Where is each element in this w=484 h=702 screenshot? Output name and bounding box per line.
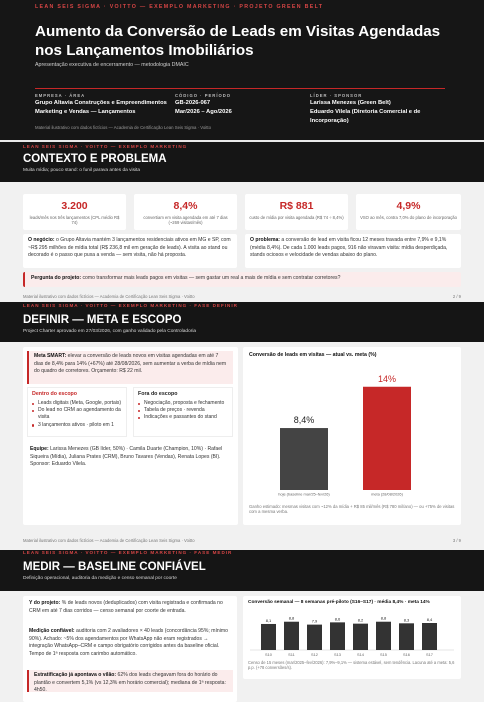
- chart-bar: [280, 428, 328, 490]
- cover-col-line: Mar/2026 – Ago/2026: [175, 109, 232, 115]
- section-kicker: LEAN SEIS SIGMA · VOITTO — EXEMPLO MARKETING · FASE MEDIR: [23, 550, 233, 555]
- chart-category-label: S15: [380, 652, 387, 657]
- out-scope-list: [138, 400, 228, 422]
- chart-value-label: 7,9: [311, 618, 318, 624]
- list-item: Indicações e passantes do stand: [138, 414, 228, 421]
- list-item: 3 lançamentos ativos · piloto em 1: [32, 422, 122, 429]
- chart-value-label: 8,8: [380, 615, 387, 621]
- kpi-card: [245, 194, 348, 230]
- problema-card: [245, 234, 461, 268]
- chart-category-label: S16: [403, 652, 410, 657]
- cover-col-line: GB-2026-067: [175, 100, 211, 106]
- section-subtitle: Definição operacional, auditoria da medição e censo semanal por coorte: [23, 576, 177, 581]
- kpi-value: R$ 881: [279, 200, 314, 212]
- estratificacao-label: Estratificação já apontava o vilão:: [34, 672, 117, 678]
- medicao-box: [25, 626, 235, 660]
- chart-bar: [353, 624, 368, 650]
- chart-bar: [261, 624, 276, 650]
- weekly-chart-panel: [243, 596, 461, 679]
- meta-label: Meta SMART:: [34, 353, 67, 359]
- slide-footer: [23, 538, 461, 543]
- list-item: Tabela de preços · revenda: [138, 407, 228, 414]
- out-scope-box: [133, 387, 233, 437]
- chart-value-label: 8,4%: [293, 415, 315, 426]
- chart-bar: [376, 622, 391, 650]
- equipe-text: Larissa Menezes (GB líder, 50%) · Camila Duarte (Champion, 10%) · Rafael Siqueira (Mídia), Juliana Prates (CRM), Bruno Tavares (Vendas), Renata Lopes (BI). Sponsor: Eduardo Vilela.: [30, 446, 223, 468]
- chart-title: Conversão de leads em visitas — atual vs. meta (%): [249, 352, 377, 358]
- estratificacao-text: 62% dos leads chegavam fora do horário do plantão e convertem 5,1% (vs 12,3% em horário comercial); mediana de 1ª resposta: 4h50.: [34, 672, 226, 694]
- list-item: Leads digitais (Meta, Google, portais): [32, 400, 122, 407]
- chart-category-label: S12: [311, 652, 318, 657]
- in-scope-title: Dentro do escopo: [32, 391, 78, 397]
- cover-title: Aumento da Conversão de Leads em Visitas Agendadas nos Lançamentos Imobiliários: [35, 23, 441, 59]
- cover-col-label: LÍDER · SPONSOR: [310, 93, 363, 98]
- problema-label: O problema:: [250, 237, 281, 243]
- cover-col-empresa: [35, 93, 175, 126]
- section-title: MEDIR — BASELINE CONFIÁVEL: [23, 561, 206, 573]
- y-box: [25, 598, 235, 617]
- cover-col-codigo: [175, 93, 310, 126]
- chart-note: Censo de 15 meses (mar/2025–fev/2026): 7,9%–9,1% — sistema estável, sem tendência. Lacuna até a meta: 5,6 p.p. (+78 conversões/s).: [248, 660, 455, 671]
- chart-category-label: S14: [357, 652, 364, 657]
- contexto-body: [0, 182, 484, 302]
- chart-value-label: 8,3: [403, 617, 410, 623]
- kpi-card: [23, 194, 126, 230]
- equipe-label: Equipe:: [30, 446, 49, 452]
- medir-body: [0, 591, 484, 702]
- chart-category-label: S17: [426, 652, 433, 657]
- kpi-value: 3.200: [61, 200, 88, 212]
- meta-text: elevar a conversão de leads novos em visitas agendadas em até 7 dias de 8,4% para 14% (+67%) até 28/08/2026, sem aumentar a verba de mídia nem do quadro de corretores. Orçamento: R$ 22 mil.: [34, 353, 227, 375]
- negocio-label: O negócio:: [28, 237, 55, 243]
- chart-category-label: meta (28/08/2026): [371, 491, 403, 497]
- pergunta-card: [23, 272, 461, 287]
- cover-slide: [0, 0, 484, 140]
- cover-kicker: LEAN SEIS SIGMA · VOITTO — EXEMPLO MARKETING · PROJETO GREEN BELT: [35, 4, 324, 10]
- out-scope-title: Fora do escopo: [138, 391, 178, 397]
- kpi-desc: VSO ao mês, contra 7,0% do plano de incorporação: [360, 215, 457, 220]
- cover-col-label: EMPRESA · ÁREA: [35, 93, 86, 98]
- cover-col-line: Eduardo Vilela (Diretoria Comercial e de Incorporação): [310, 109, 421, 124]
- y-text: % de leads novos (deduplicados) com visita registrada e confirmada no CRM em até 7 dias corridos — censo semanal por coorte de entrada.: [29, 600, 223, 614]
- kpi-desc: convertiam em visita agendada em até 7 dias (~269 visitas/mês): [143, 215, 228, 226]
- chart-bar: [363, 387, 411, 490]
- chart-category-label: S13: [334, 652, 341, 657]
- medir-header: [0, 550, 484, 591]
- equipe-box: [27, 444, 233, 471]
- chart-value-label: 8,1: [265, 617, 272, 623]
- section-title: CONTEXTO E PROBLEMA: [23, 153, 167, 165]
- section-subtitle: Muita mídia; pouco stand: o funil parava antes da visita: [23, 168, 141, 173]
- chart-category-label: hoje (baseline mar/25–fev/26): [278, 491, 330, 497]
- chart-category-label: S11: [288, 652, 295, 657]
- list-item: Do lead no CRM ao agendamento da visita: [32, 407, 122, 421]
- chart-value-label: 14%: [377, 373, 397, 384]
- section-kicker: LEAN SEIS SIGMA · VOITTO — EXEMPLO MARKETING · FASE DEFINIR: [23, 303, 238, 308]
- pergunta-label: Pergunta do projeto:: [31, 275, 82, 281]
- chart-bar: [307, 625, 322, 650]
- chart-value-label: 8,6: [334, 616, 341, 622]
- cover-divider: [35, 88, 445, 89]
- cover-col-lider: [310, 93, 445, 126]
- in-scope-list: [32, 400, 122, 429]
- contexto-header: [0, 142, 484, 182]
- definir-body: [0, 342, 484, 550]
- chart-note: Ganho estimado: mesmas visitas com ~12% da mídia + R$ 85 mil/mês (R$ 780 mil/ano) — ou +75% de visitas com a mesma verba.: [249, 504, 455, 515]
- meta-bar-chart: [249, 360, 455, 510]
- negocio-card: [23, 234, 237, 268]
- chart-title: Conversão semanal — 8 semanas pré-piloto (S16–S17) · média 8,4% · meta 14%: [248, 600, 430, 605]
- definir-header: [0, 302, 484, 342]
- chart-bar: [330, 622, 345, 650]
- medicao-text: auditoria com 2 avaliadores × 40 leads (concordância 95%; mínimo 90%). Achado: ~5% dos agendamentos por WhatsApp não eram registrados → integração WhatsApp–CRM e campo obrigatório corrigidos antes da baseline oficial. Tempo de 1ª resposta com carimbo automático.: [29, 628, 228, 657]
- y-label: Y do projeto:: [29, 600, 61, 606]
- chart-value-label: 8,2: [357, 617, 364, 623]
- page-number: 3 / 9: [452, 538, 461, 543]
- kpi-desc: leads/mês nos três lançamentos (CPL médio R$ 74): [29, 215, 120, 226]
- in-scope-box: [27, 387, 127, 437]
- page-number: 2 / 9: [452, 294, 461, 299]
- chart-bar: [422, 623, 437, 650]
- kpi-card: [134, 194, 237, 230]
- cover-note: Material ilustrativo com dados fictícios — Academia de Certificação Lean Seis Sigma · Voitto: [35, 125, 212, 130]
- section-subtitle: Project Charter aprovado em 27/03/2026, com ganho validado pela Controladoria: [23, 329, 197, 334]
- kpi-card: [356, 194, 461, 230]
- kpi-value: 8,4%: [173, 200, 198, 212]
- kpi-desc: custo de mídia por visita agendada (R$ 74 ÷ 8,4%): [249, 215, 344, 220]
- cover-col-line: Marketing e Vendas — Lançamentos: [35, 109, 136, 115]
- footer-note: Material ilustrativo com dados fictícios — Academia de Certificação Lean Seis Sigma · Voitto: [23, 538, 195, 543]
- cover-info: [35, 93, 445, 126]
- chart-bar: [284, 622, 299, 650]
- cover-col-line: Grupo Altavia Construções e Empreendimentos: [35, 100, 167, 106]
- cover-col-label: CÓDIGO · PERÍODO: [175, 93, 232, 98]
- chart-category-label: S10: [265, 652, 272, 657]
- negocio-text: o Grupo Altavia mantém 3 lançamentos residenciais ativos em MG e SP, com ~R$ 295 milhões de mídia total (R$ 236,8 mil em geração de leads). A visita ao stand ou decorado é o passo que puxa a venda — sem visita, não há proposta.: [28, 237, 231, 259]
- meta-smart-box: [27, 351, 233, 384]
- chart-value-label: 8,8: [288, 615, 295, 621]
- cover-subtitle: Apresentação executiva de encerramento — metodologia DMAIC: [35, 62, 189, 68]
- kpi-value: 4,9%: [396, 200, 421, 212]
- cover-col-line: Larissa Menezes (Green Belt): [310, 100, 391, 106]
- section-title: DEFINIR — META E ESCOPO: [23, 314, 182, 326]
- estratificacao-box: [27, 670, 233, 692]
- pergunta-text: como transformar mais leads pagos em visitas — sem gastar um real a mais de mídia e sem contratar corretores?: [81, 275, 341, 281]
- list-item: Negociação, proposta e fechamento: [138, 400, 228, 407]
- chart-value-label: 8,4: [426, 617, 433, 622]
- slide-footer: [23, 294, 461, 299]
- section-kicker: LEAN SEIS SIGMA · VOITTO — EXEMPLO MARKETING: [23, 144, 188, 149]
- problema-text: a conversão de lead em visita ficou 12 meses travada entre 7,9% e 9,1% (média 8,4%). De cada 1.000 leads pagos, 916 não viravam visita: mídia desperdiçada, stands ociosos e velocidade de vendas abaixo do plano.: [250, 237, 448, 259]
- medicao-label: Medição confiável:: [29, 628, 75, 634]
- weekly-bar-chart: [248, 606, 456, 660]
- meta-chart-panel: [243, 347, 461, 525]
- footer-note: Material ilustrativo com dados fictícios — Academia de Certificação Lean Seis Sigma · Voitto: [23, 294, 195, 299]
- chart-bar: [399, 623, 414, 650]
